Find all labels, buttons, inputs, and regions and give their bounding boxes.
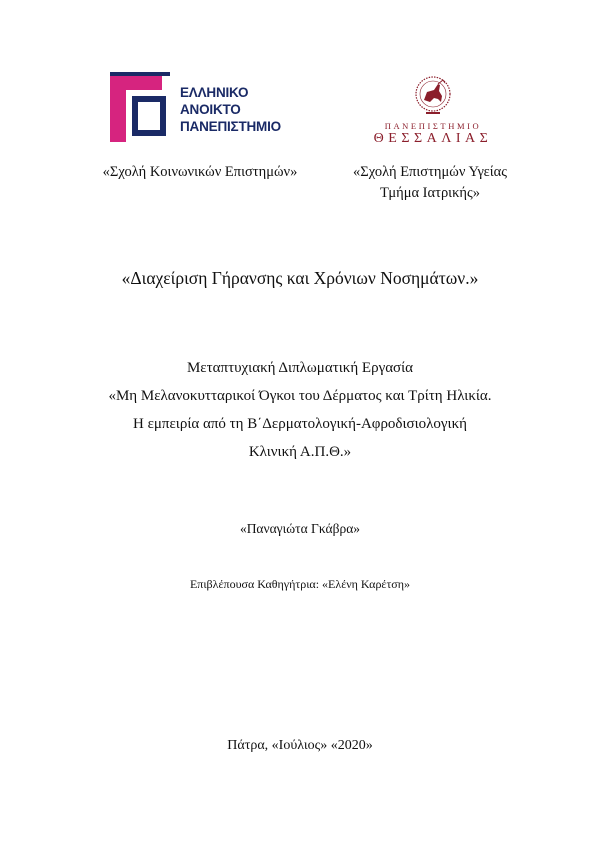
thesis-title-line1: «Μη Μελανοκυτταρικοί Όγκοι του Δέρματος και Τρίτη Ηλικία. xyxy=(108,388,492,404)
thesis-title-line3: Κλινική Α.Π.Θ.» xyxy=(248,444,352,460)
uth-logo-line2: ΘΕΣΣΑΛΙΑΣ xyxy=(373,131,493,146)
hellenic-open-university-logo xyxy=(110,70,300,145)
school-health-sciences-line1: «Σχολή Επιστημών Υγείας xyxy=(353,164,507,180)
author-name: «Παναγιώτα Γκάβρα» xyxy=(239,521,361,536)
eap-logo-text xyxy=(180,84,281,135)
place-and-date: Πάτρα, «Ιούλιος» «2020» xyxy=(227,738,373,753)
eap-logo-line3: ΠΑΝΕΠΙΣΤΗΜΙΟ xyxy=(180,119,281,134)
supervisor: Επιβλέπουσα Καθηγήτρια: «Ελένη Καρέτση» xyxy=(189,577,411,591)
eap-logo-line1: ΕΛΛΗΝΙΚΟ xyxy=(180,85,249,100)
school-health-sciences xyxy=(330,162,530,204)
program-title: «Διαχείριση Γήρανσης και Χρόνιων Νοσημάτων.» xyxy=(121,268,479,288)
centaur-emblem-icon xyxy=(414,72,452,120)
thesis-title-line2: Η εμπειρία από τη Β΄Δερματολογική-Αφροδισιολογική xyxy=(133,416,467,432)
thesis-block xyxy=(30,354,570,466)
school-health-sciences-line2: Τμήμα Ιατρικής» xyxy=(380,185,480,201)
school-social-sciences: «Σχολή Κοινωνικών Επιστημών» xyxy=(102,164,298,180)
university-of-thessaly-logo xyxy=(358,72,508,150)
uth-logo-line1: ΠΑΝΕΠΙΣΤΗΜΙΟ xyxy=(384,121,482,131)
eap-logo-line2: ΑΝΟΙΚΤΟ xyxy=(180,102,241,117)
thesis-type: Μεταπτυχιακή Διπλωματική Εργασία xyxy=(186,360,414,376)
eap-logo-mark-icon xyxy=(110,72,170,142)
